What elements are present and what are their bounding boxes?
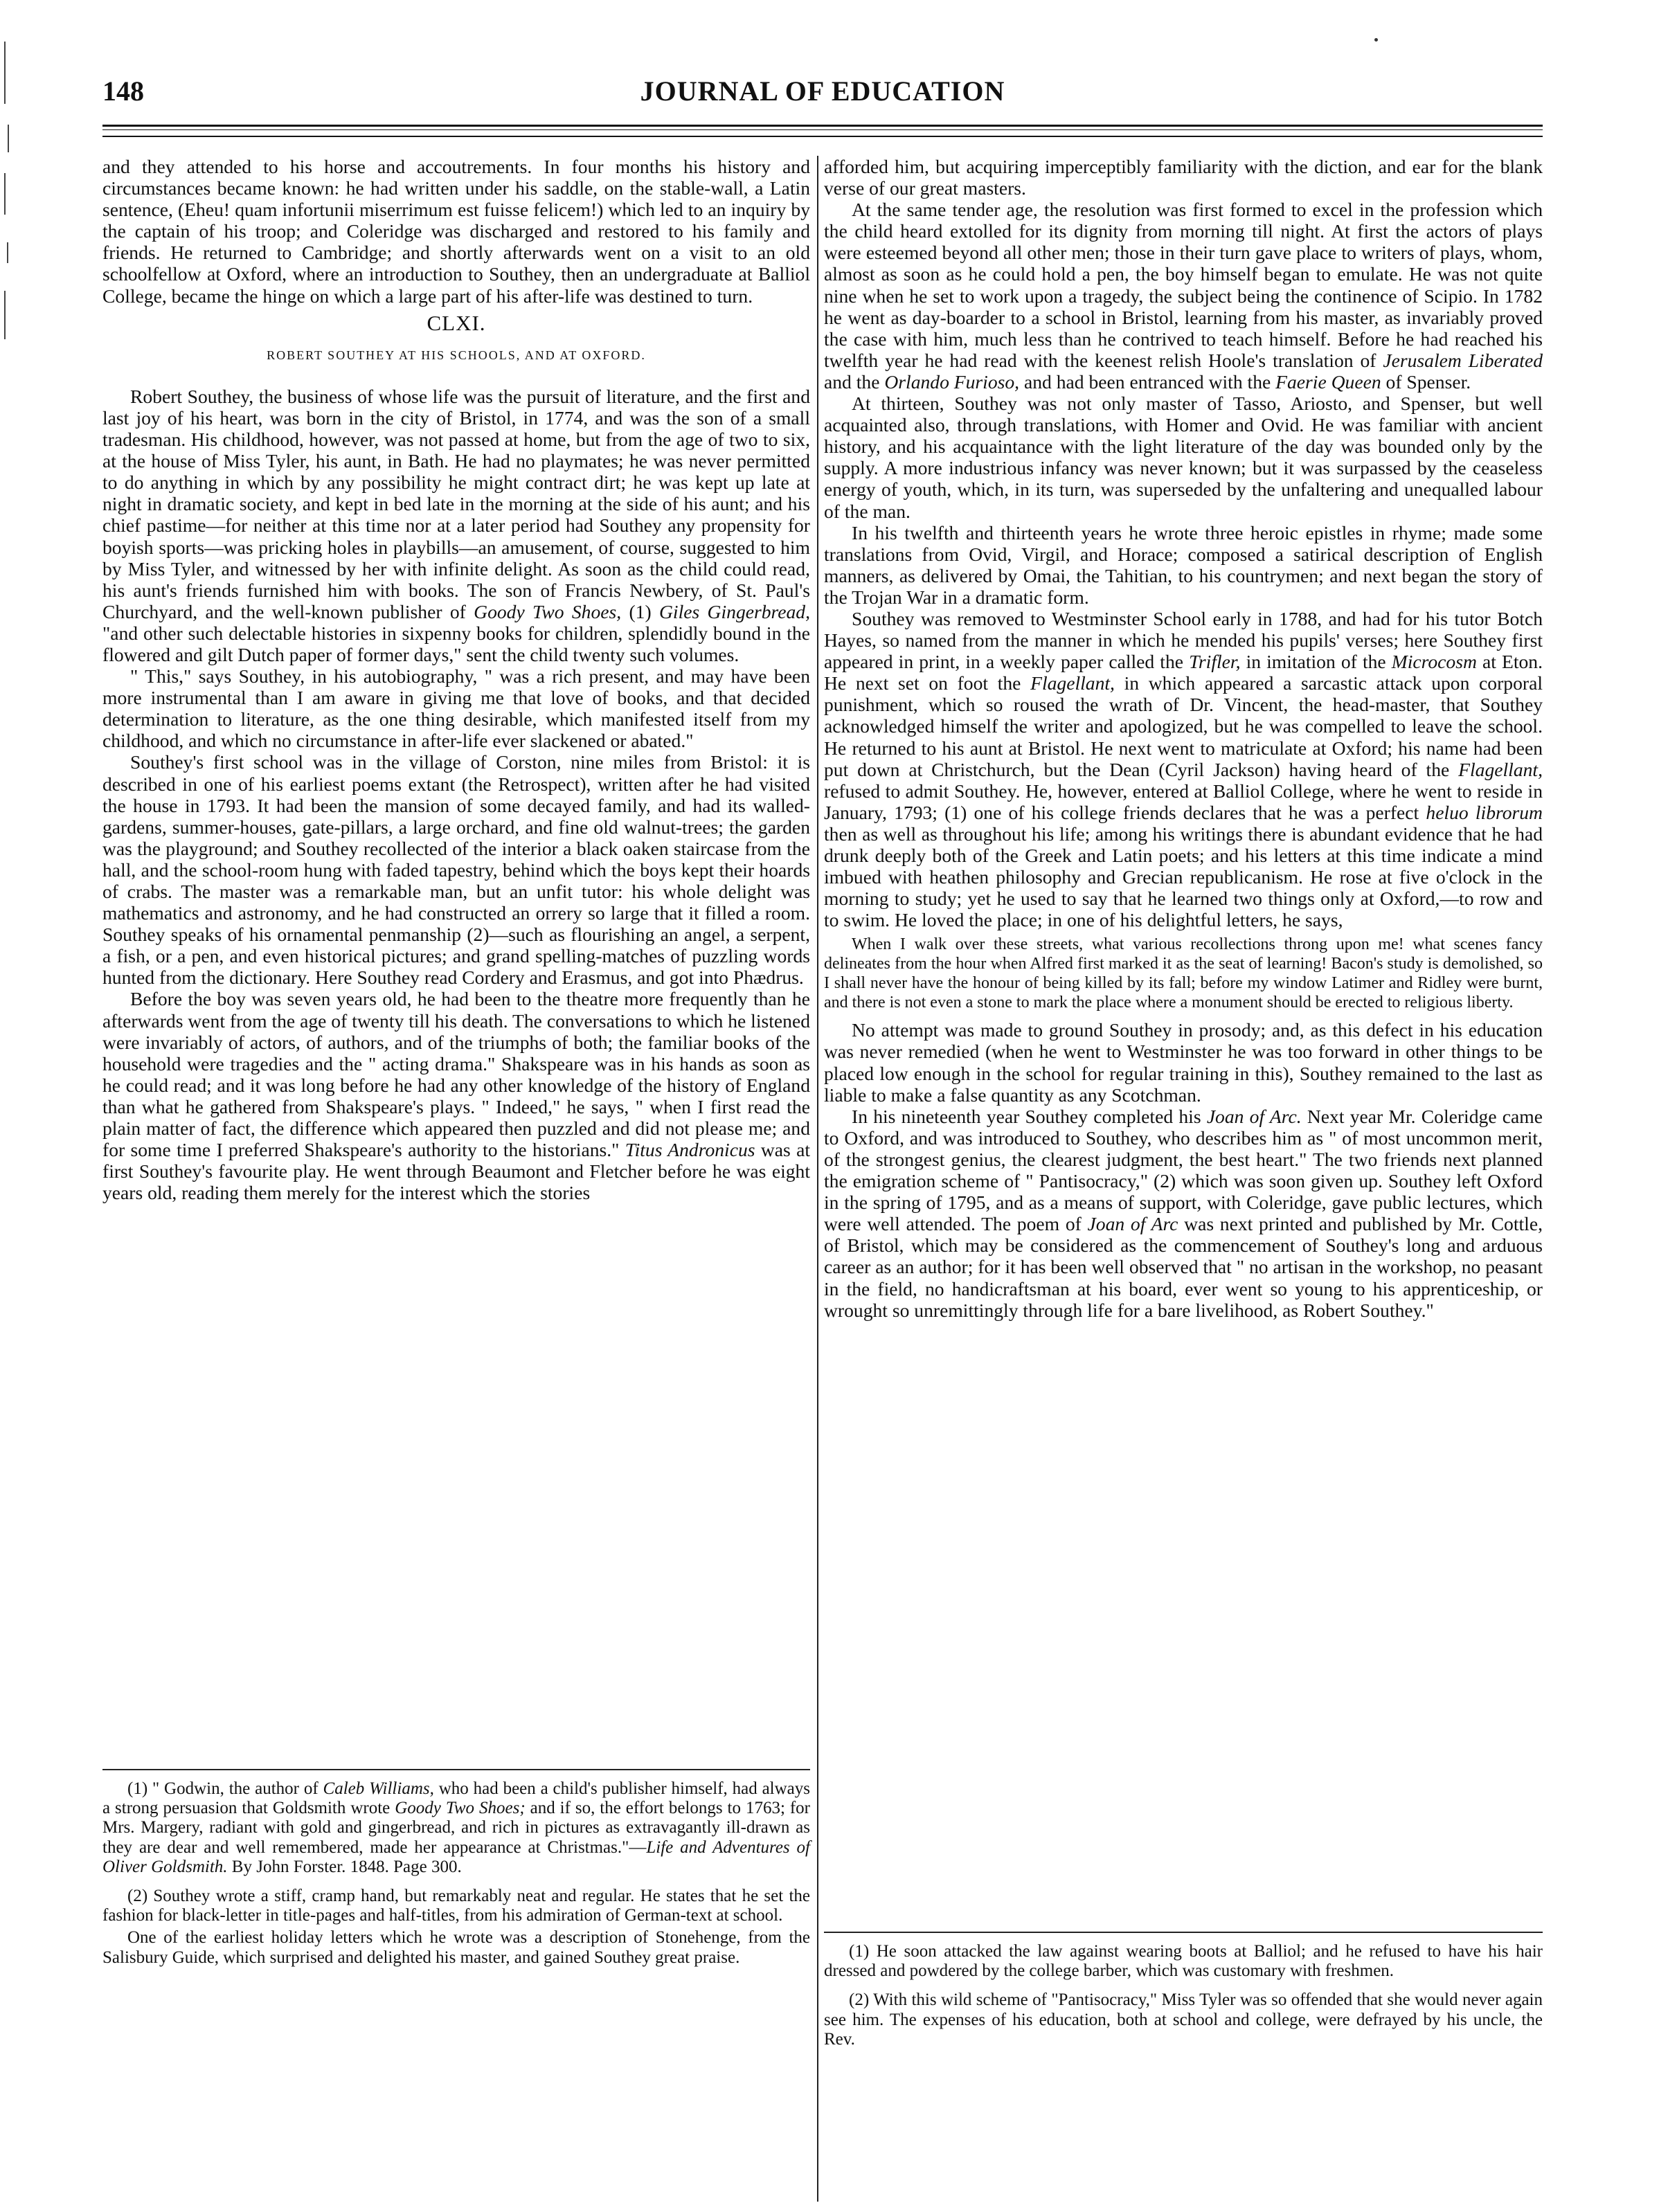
book-title: Joan of Arc. bbox=[1206, 1105, 1302, 1127]
section-title: ROBERT SOUTHEY AT HIS SCHOOLS, AND AT OXFORD. bbox=[267, 348, 646, 362]
page-header bbox=[102, 75, 1543, 116]
footnote: (1) " Godwin, the author of Caleb Williams, who had been a child's publisher himself, had always a strong persuasion that Goldsmith wrote Goody Two Shoes; and if so, the effort belongs to 1763; for Mrs. Margery, radiant with gold and gingerbread, and rich in pictures as extravagantly ill-drawn as they are dear and well remembered, made her appearance at Christmas."—Life and Adventures of Oliver Goldsmith. By John Forster. 1848. Page 300. bbox=[102, 1779, 810, 1876]
play-title: Titus Andronicus bbox=[625, 1139, 755, 1161]
paragraph: Southey was removed to Westminster School early in 1788, and had for his tutor Botch Hayes, so named from the manner in which he mended his pupils' verses; here Southey first appeared in print, in a weekly paper called the Trifler, in imitation of the Microcosm at Eton. He next set on foot the Flagellant, in which appeared a sarcastic attack upon corporal punishment, which so roused the wrath of Dr. Vincent, the head-master, that Southey acknowledged himself the writer and apologized, but he was compelled to leave the school. He returned to his aunt at Bristol. He next went to matriculate at Oxford; his name had been put down at Christchurch, but the Dean (Cyril Jackson) having heard of the Flagellant, refused to admit Southey. He, however, entered at Balliol College, where he went to reside in January, 1793; (1) one of his college friends declares that he was a perfect heluo librorum then as well as throughout his life; among his writings there is abundant evidence that he had drunk deeply both of the Greek and Latin poets; and his letters at this time indicate a mind imbued with heathen philosophy and Grecian republicanism. He rose at five o'clock in the morning to study; yet he used to say that he learned two things only at Oxford,—to row and to swim. He loved the place; in one of his delightful letters, he says, bbox=[824, 607, 1543, 931]
latin-phrase: heluo librorum bbox=[1426, 801, 1543, 823]
paper-title: Flagellant, bbox=[1458, 758, 1543, 780]
column-divider bbox=[817, 156, 818, 2202]
scan-speck bbox=[1374, 38, 1378, 42]
paragraph: Before the boy was seven years old, he had been to the theatre more frequently than he afterwards went from the age of twenty till his death. The conversations to which he listened were invariably of actors, of authors, and of the triumphs of both; the familiar books of the household were tragedies and the " acting drama." Shakspeare was in his hands as soon as he could read; and it was long before he had any other knowledge of the history of England than what he gathered from Shakspeare's plays. " Indeed," he says, " when I first read the plain matter of fact, the difference which appeared then puzzled and did not please me; and for some time I preferred Shakspeare's authority to the historians." Titus Andronicus was at first Southey's favourite play. He went through Beaumont and Fletcher before he was eight years old, reading them merely for the interest which the stories bbox=[102, 988, 811, 1204]
footnote: One of the earliest holiday letters which he wrote was a description of Stonehenge, from the Salisbury Guide, which surprised and delighted his master, and gained Southey great praise. bbox=[102, 1928, 810, 1967]
page-number: 148 bbox=[102, 75, 144, 107]
book-title: Giles Gingerbread, bbox=[658, 600, 810, 622]
section-number: CLXI. bbox=[427, 310, 486, 335]
book-title: Faerie Queen bbox=[1275, 370, 1381, 393]
paragraph: afforded him, but acquiring imperceptibly familiarity with the diction, and ear for the blank verse of our great masters. bbox=[824, 156, 1543, 199]
paragraph: At the same tender age, the resolution was first formed to excel in the profession which the child heard extolled for its dignity from morning till night. At first the actors of plays were esteemed beyond all other men; those in their turn gave place to writers of plays, whom, almost as soon as he could hold a pen, the boy himself began to emulate. He was not quite nine when he set to work upon a tragedy, the subject being the continence of Scipio. In 1782 he went as day-boarder to a school in Bristol, learning from his master, as invariably proved the case with him, much less than he contrived to teach himself. Before he had reached his twelfth year he had read with the keenest relish Hoole's translation of Jerusalem Liberated and the Orlando Furioso, and had been entranced with the Faerie Queen of Spenser. bbox=[824, 199, 1543, 393]
right-column bbox=[824, 156, 1543, 1321]
footnote-rule-left bbox=[102, 1769, 810, 1770]
paragraph: In his twelfth and thirteenth years he wrote three heroic epistles in rhyme; made some translations from Ovid, Virgil, and Horace; composed a satirical description of English manners, as delivered by Omai, the Tahitian, to his countrymen; and next began the story of the Trojan War in a dramatic form. bbox=[824, 521, 1543, 608]
paper-title: Flagellant, bbox=[1030, 672, 1115, 694]
footnote: (1) He soon attacked the law against wearing boots at Balliol; and he refused to have his hair dressed and powdered by the college barber, which was customary with freshmen. bbox=[824, 1942, 1543, 1981]
paragraph: Southey's first school was in the village of Corston, nine miles from Bristol: it is described in one of his earliest poems extant (the Retrospect), written after he had visited the house in 1793. It had been the mansion of some decayed family, and had its walled-gardens, summer-houses, gate-pillars, a large orchard, and fine old walnut-trees; the garden was the playground; and Southey recollected of the interior a black oaken staircase from the hall, and the school-room hung with faded tapestry, behind which the boys kept their hoards of crabs. The master was a remarkable man, but an unfit tutor: his whole delight was mathematics and astronomy, and he had constructed an orrery so large that it filled a room. Southey speaks of his ornamental penmanship (2)—such as flourishing an angel, a serpent, a fish, or a pen, and even historical pictures; and grand spelling-matches of puzzling words hunted from the dictionary. Here Southey read Cordery and Erasmus, and got into Phædrus. bbox=[102, 751, 810, 989]
margin-scan-marks bbox=[4, 42, 12, 346]
footnote: (2) With this wild scheme of "Pantisocracy," Miss Tyler was so offended that she would never again see him. The expenses of his education, both at school and college, were defrayed by his uncle, the Rev. bbox=[824, 1990, 1543, 2049]
book-title: Jerusalem Liberated bbox=[1383, 349, 1543, 371]
block-quote: When I walk over these streets, what various recollections throng upon me! what scenes fancy delineates from the hour when Alfred first marked it as the seat of learning! Bacon's study is demolished, so I shall never have the honour of being killed by its fall; before my window Latimer and Ridley were burnt, and there is not even a stone to mark the place where a monument should be erected to religious liberty. bbox=[824, 935, 1543, 1012]
footnotes-left bbox=[102, 1779, 810, 1968]
footnote: (2) Southey wrote a stiff, cramp hand, but remarkably neat and regular. He states that he set the fashion for black-letter in title-pages and half-titles, from his admiration of German-text at school. bbox=[102, 1887, 810, 1925]
header-rule-thin bbox=[102, 129, 1543, 130]
left-column bbox=[102, 156, 810, 1203]
book-title: Goody Two Shoes, bbox=[474, 600, 622, 622]
paragraph: " This," says Southey, in his autobiography, " was a rich present, and may have been more instrumental than I am aware in giving me that love of books, and that decided determination to literature, as the one thing desirable, which manifested itself from my childhood, and which no circumstance in after-life ever slackened or abated." bbox=[102, 665, 810, 752]
paragraph: and they attended to his horse and accoutrements. In four months his history and circumstances became known: he had written under his saddle, on the stable-wall, a Latin sentence, (Eheu! quam infortunii miserrimum est fuisse felicem!) which led to an inquiry by the captain of his troop; and Coleridge was discharged and restored to his family and friends. He returned to Cambridge; and shortly afterwards went on a visit to an old schoolfellow at Oxford, where an introduction to Southey, then an undergraduate at Balliol College, became the hinge on which a large part of his after-life was destined to turn. bbox=[102, 156, 810, 307]
footnotes-right bbox=[824, 1942, 1543, 2049]
paragraph: In his nineteenth year Southey completed his Joan of Arc. Next year Mr. Coleridge came to Oxford, and was introduced to Southey, who describes him as " of most uncommon merit, of the strongest genius, the clearest judgment, the best heart." The two friends next planned the emigration scheme of " Pantisocracy," (2) which was soon given up. Southey left Oxford in the spring of 1795, and as a means of support, with Coleridge, gave public lectures, which were well attended. The poem of Joan of Arc was next printed and published by Mr. Cottle, of Bristol, which may be considered as the commencement of Southey's long and arduous career as an author; for it has been well observed that " no artisan in the workshop, no peasant in the field, no handicraftsman at his board, ever went so young to his apprenticeship, or wrought so unremittingly through life for a bare livelihood, as Robert Southey." bbox=[824, 1105, 1543, 1321]
paragraph: Robert Southey, the business of whose life was the pursuit of literature, and the first and last joy of his heart, was born in the city of Bristol, in 1774, and was the son of a small tradesman. His childhood, however, was not passed at home, but from the age of two to six, at the house of Miss Tyler, his aunt, in Bath. He had no playmates; he was never permitted to do anything in which by any possibility he might contract dirt; he was kept up late at night in dramatic society, and kept in bed late in the morning at the side of his aunt; and his chief pastime—for neither at this time nor at a later period had Southey any propensity for boyish sports—was pricking holes in playbills—an amusement, of course, suggested to him by Miss Tyler, and witnessed by her with infinite delight. As soon as the child could read, his aunt's friends furnished him with books. The son of Francis Newbery, of St. Paul's Churchyard, and the well-known publisher of Goody Two Shoes, (1) Giles Gingerbread, "and other such delectable histories in sixpenny books for children, splendidly bound in the flowered and gilt Dutch paper of former days," sent the child twenty such volumes. bbox=[102, 385, 810, 665]
footnote-rule-right bbox=[824, 1932, 1543, 1933]
paragraph: At thirteen, Southey was not only master of Tasso, Ariosto, and Spenser, but well acquainted also, through translations, with Homer and Ovid. He was familiar with ancient history, and his acquaintance with the light literature of the day was bounded only by the supply. A more industrious infancy was never known; but it was surpassed by the ceaseless energy of youth, which, in its turn, was superseded by the unfaltering and unequalled labour of the man. bbox=[824, 393, 1543, 522]
book-title: Orlando Furioso, bbox=[884, 370, 1020, 393]
header-rule-lower bbox=[102, 136, 1543, 137]
book-title: Joan of Arc bbox=[1087, 1213, 1178, 1235]
running-title: JOURNAL OF EDUCATION bbox=[640, 75, 1005, 107]
paper-title: Microcosm bbox=[1391, 651, 1477, 673]
paragraph: No attempt was made to ground Southey in prosody; and, as this defect in his education was never remedied (when he went to Westminster he was too forward in other things to be placed low enough in the school for regular training in this), Southey remained to the last as liable to make a false quantity as any Scotchman. bbox=[824, 1019, 1543, 1106]
header-rule-thick bbox=[102, 125, 1543, 127]
paper-title: Trifler, bbox=[1189, 651, 1241, 673]
